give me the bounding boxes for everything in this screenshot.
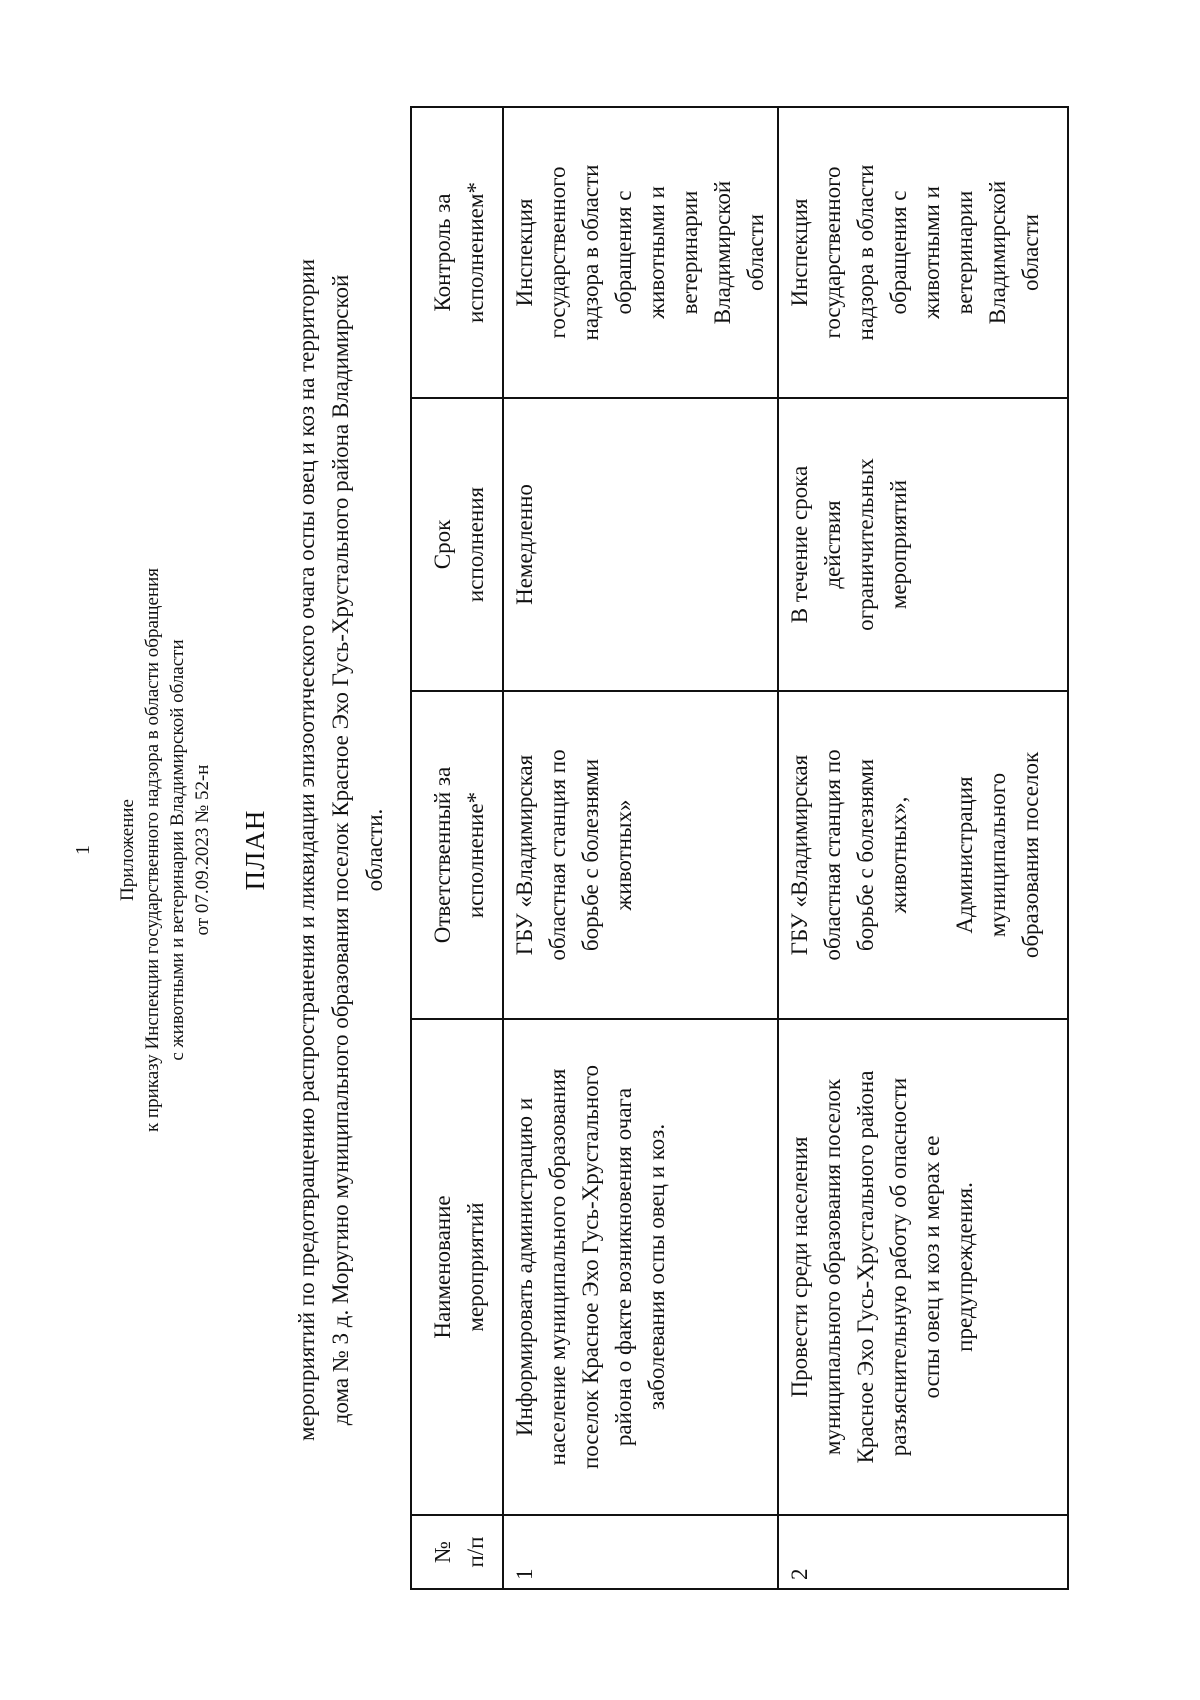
blank-line: [915, 698, 948, 1012]
appendix-block: [115, 0, 215, 1700]
table-header-row: [411, 107, 503, 1589]
plan-title: ПЛАН: [240, 809, 270, 891]
table-row: [503, 107, 778, 1589]
appendix-line: к приказу Инспекции государственного надзора в области обращения: [142, 567, 163, 1133]
table-row: [778, 107, 1068, 1589]
plan-subtitle-line: области.: [362, 808, 387, 892]
row-term: В течение срока действия ограничительных мероприятий: [778, 398, 1068, 691]
plan-subtitle-line: дома № 3 д. Моругино муниципального образования поселок Красное Эхо Гусь-Хрустального района Владимирской: [328, 274, 353, 1426]
row-number: 1: [503, 1515, 778, 1589]
row-responsible: ГБУ «Владимирская областная станция по борьбе с болезнями животных»: [503, 691, 778, 1019]
plan-subtitle-line: мероприятий по предотвращению распространения и ликвидации эпизоотического очага оспы овец и коз на территории: [294, 258, 319, 1442]
header-num: № п/п: [411, 1515, 503, 1589]
row-control: Инспекция государственного надзора в области обращения с животными и ветеринарии Владимирской области: [778, 107, 1068, 398]
header-responsible: Ответственный за исполнение*: [411, 691, 503, 1019]
appendix-title: Приложение: [117, 799, 138, 901]
header-name: Наименование мероприятий: [411, 1019, 503, 1515]
row-measure-name: Провести среди населения муниципального образования поселок Красное Эхо Гусь-Хрустального района разъяснительную работу об опасности оспы овец и коз и мерах ее предупреждения.: [778, 1019, 1068, 1515]
plan-table: [410, 106, 1069, 1590]
row-term: Немедленно: [503, 398, 778, 691]
page-number: 1: [72, 845, 94, 855]
appendix-date-line: от 07.09.2023 № 52-н: [192, 764, 213, 936]
row-measure-name: Информировать администрацию и население муниципального образования поселок Красное Эхо Гусь-Хрустального района о факте возникновения очага заболевания оспы овец и коз.: [503, 1019, 778, 1515]
plan-subtitle: [290, 120, 392, 1580]
header-control: Контроль за исполнением*: [411, 107, 503, 398]
header-term: Срок исполнения: [411, 398, 503, 691]
appendix-line: с животными и ветеринарии Владимирской области: [167, 639, 188, 1061]
row-responsible: ГБУ «Владимирская областная станция по борьбе с болезнями животных», Администрация муниципального образования поселок: [778, 691, 1068, 1019]
row-number: 2: [778, 1515, 1068, 1589]
row-control: Инспекция государственного надзора в области обращения с животными и ветеринарии Владимирской области: [503, 107, 778, 398]
